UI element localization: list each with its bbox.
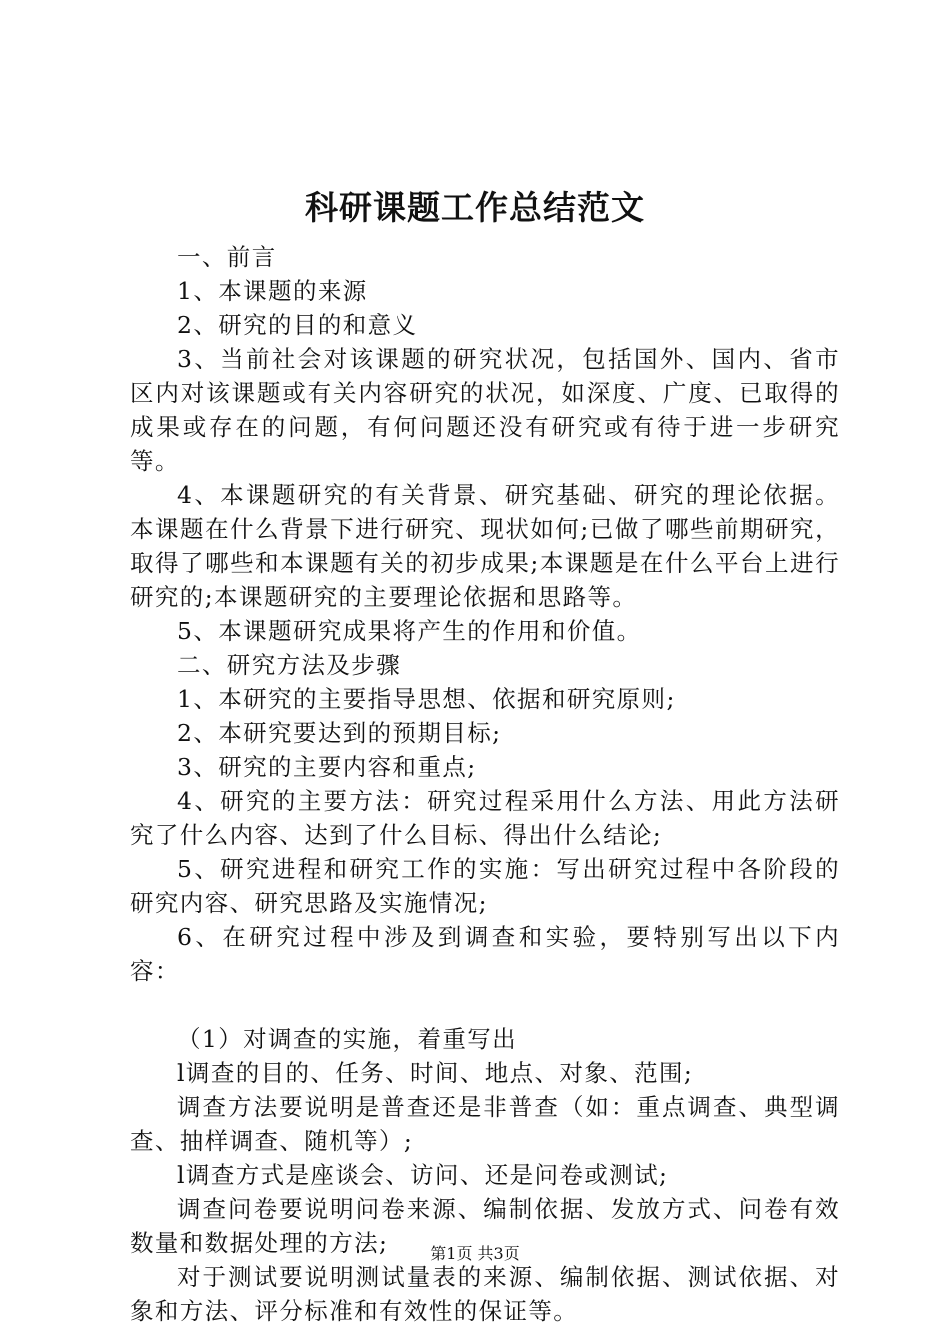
paragraph-topic-source: 1、本课题的来源 bbox=[177, 277, 368, 305]
paragraph-test: 对于测试要说明测试量表的来源、编制依据、测试依据、对象和方法、评分标准和有效性的保证等。 bbox=[130, 1263, 840, 1325]
paragraph-survey-form: l调查方式是座谈会、访问、还是问卷或测试; bbox=[177, 1161, 669, 1189]
paragraph-questionnaire: 调查问卷要说明问卷来源、编制依据、发放方式、问卷有效数量和数据处理的方法; bbox=[130, 1195, 840, 1257]
paragraph-expected-goals: 2、本研究要达到的预期目标; bbox=[177, 719, 502, 747]
paragraph-preface-heading: 一、前言 bbox=[177, 243, 277, 271]
paragraph-main-content: 3、研究的主要内容和重点; bbox=[177, 753, 477, 781]
paragraph-purpose: 2、研究的目的和意义 bbox=[177, 311, 418, 339]
paragraph-background: 4、本课题研究的有关背景、研究基础、研究的理论依据。本课题在什么背景下进行研究、现状如何;已做了哪些前期研究，取得了哪些和本课题有关的初步成果;本课题是在什么平台上进行研究的;本课题研究的主要理论依据和思路等。 bbox=[130, 481, 840, 611]
paragraph-survey-method: 调查方法要说明是普查还是非普查（如：重点调查、典型调查、抽样调查、随机等）; bbox=[130, 1093, 840, 1155]
paragraph-research-status: 3、当前社会对该课题的研究状况，包括国外、国内、省市区内对该课题或有关内容研究的状况，如深度、广度、已取得的成果或存在的问题，有何问题还没有研究或有待于进一步研究等。 bbox=[130, 345, 840, 475]
paragraph-main-methods: 4、研究的主要方法：研究过程采用什么方法、用此方法研究了什么内容、达到了什么目标、得出什么结论; bbox=[130, 787, 840, 849]
paragraph-survey-purpose: l调查的目的、任务、时间、地点、对象、范围; bbox=[177, 1059, 694, 1087]
paragraph-value: 5、本课题研究成果将产生的作用和价值。 bbox=[177, 617, 642, 645]
document-title: 科研课题工作总结范文 bbox=[305, 188, 645, 227]
paragraph-research-progress: 5、研究进程和研究工作的实施：写出研究过程中各阶段的研究内容、研究思路及实施情况; bbox=[130, 855, 840, 917]
paragraph-methods-heading: 二、研究方法及步骤 bbox=[177, 651, 402, 679]
paragraph-survey-implementation: （1）对调查的实施，着重写出 bbox=[177, 1025, 518, 1053]
document-body bbox=[130, 240, 840, 1328]
page-footer: 第1页 共3页 bbox=[430, 1244, 520, 1263]
paragraph-survey-experiment: 6、在研究过程中涉及到调查和实验，要特别写出以下内容： bbox=[130, 923, 840, 985]
paragraph-guiding-ideas: 1、本研究的主要指导思想、依据和研究原则; bbox=[177, 685, 676, 713]
